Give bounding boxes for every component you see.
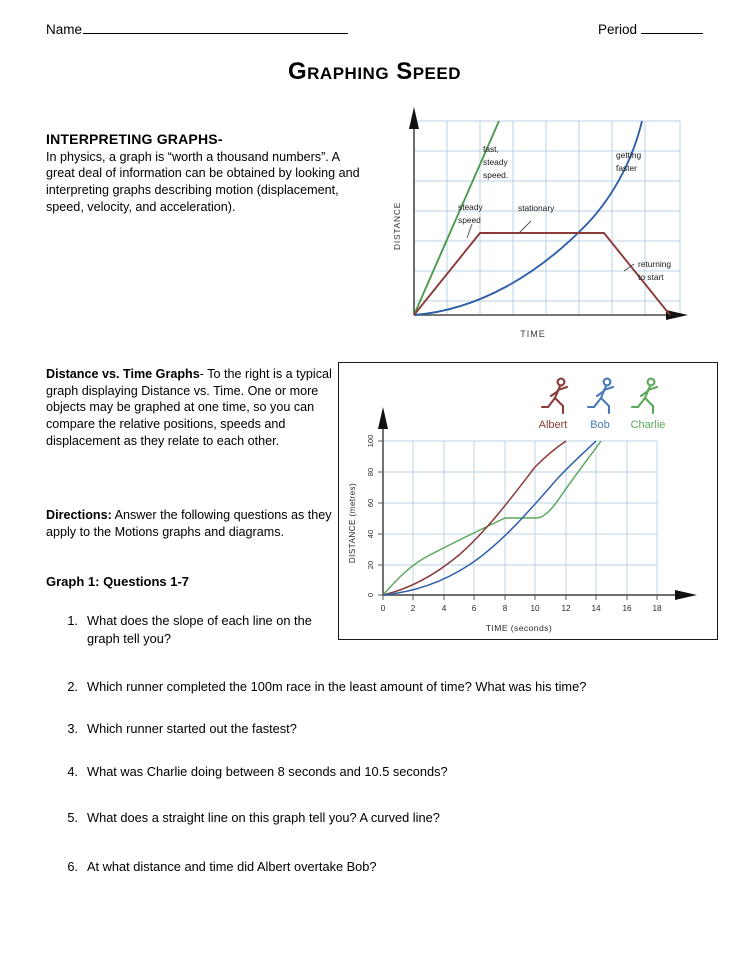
question-item (62, 858, 702, 876)
legend-label-charlie: Charlie (630, 419, 666, 431)
fig1-y-axis-label: DISTANCE (392, 201, 402, 250)
x-tick-16: 16 (622, 604, 632, 613)
x-tick-0: 0 (380, 604, 386, 613)
question-item (62, 612, 334, 647)
period-label: Period (597, 22, 637, 37)
label-returning-to-start-line1: returning (638, 259, 672, 269)
label-stationary: stationary (518, 203, 555, 213)
y-axis-arrow-icon (378, 407, 388, 429)
y-axis-tick-labels (366, 435, 375, 597)
x-tick-4: 4 (441, 604, 447, 613)
question-item (62, 678, 702, 696)
question-text: Which runner completed the 100m race in the least amount of time? What was his time? (87, 679, 587, 694)
question-item (62, 763, 702, 781)
axes (409, 107, 688, 320)
period-field-group (598, 22, 703, 37)
fig2-y-axis-label: DISTANCE (metres) (348, 482, 357, 564)
series-steady-stationary-returning (414, 233, 670, 315)
series-bob (383, 441, 596, 595)
label-fast-steady-speed-line2: steady (483, 157, 508, 167)
directions-lead: Directions: (46, 508, 112, 522)
question-number: 2. (67, 679, 78, 694)
y-tick-60: 60 (366, 498, 375, 508)
albert-runner-icon (542, 379, 567, 413)
period-write-in-line[interactable] (641, 23, 703, 34)
question-text: At what distance and time did Albert overtake Bob? (87, 859, 377, 874)
question-number: 4. (67, 764, 78, 779)
series-getting-faster (414, 121, 642, 315)
distance-vs-time-body: - To the right is a typical graph displaying Distance vs. Time. One or more objects may be graphed at one time, so you can compare the relative positions, speeds and displacement as they relate to each other. (46, 367, 332, 448)
label-returning-to-start-line2: to start (638, 272, 664, 282)
label-getting-faster-line2: faster (616, 163, 637, 173)
fig2-x-axis-label: TIME (seconds) (485, 623, 553, 633)
y-tick-80: 80 (366, 467, 375, 477)
question-text: What does a straight line on this graph tell you? A curved line? (87, 810, 440, 825)
annotation-labels (458, 144, 671, 282)
question-text: What does the slope of each line on the graph tell you? (87, 613, 312, 646)
legend-label-bob: Bob (590, 419, 610, 431)
graph1-heading: Graph 1: Questions 1-7 (46, 574, 190, 589)
question-number: 5. (67, 810, 78, 825)
x-tick-10: 10 (530, 604, 540, 613)
motion-types-graph (388, 105, 700, 345)
runners-distance-time-graph (338, 362, 718, 640)
label-steady-speed-line1: steady (458, 202, 483, 212)
interpreting-graphs-heading: INTERPRETING GRAPHS- (46, 131, 223, 147)
x-tick-2: 2 (410, 604, 416, 613)
interpreting-graphs-section (46, 130, 364, 216)
worksheet-header (46, 22, 703, 37)
x-axis-tick-labels (381, 604, 662, 613)
x-tick-12: 12 (561, 604, 571, 613)
x-tick-8: 8 (502, 604, 508, 613)
question-text: Which runner started out the fastest? (87, 721, 297, 736)
question-item (62, 720, 702, 738)
y-axis-arrow-icon (409, 107, 419, 129)
question-number: 3. (67, 721, 78, 736)
y-tick-40: 40 (366, 529, 375, 539)
series-charlie (383, 441, 601, 595)
axes (378, 407, 697, 600)
distance-vs-time-section (46, 366, 336, 450)
x-axis-arrow-icon (675, 590, 697, 600)
y-tick-100: 100 (366, 434, 375, 448)
name-label: Name (46, 22, 83, 37)
label-fast-steady-speed-line1: fast, (483, 144, 499, 154)
y-tick-0: 0 (366, 592, 375, 598)
annotation-leader-lines (467, 221, 634, 271)
interpreting-graphs-body: In physics, a graph is “worth a thousand numbers”. A great deal of information can be obtained by looking and interpreting graphs describing motion (displacement, speed, velocity, and acceleration). (46, 149, 360, 214)
y-tick-20: 20 (366, 560, 375, 570)
x-tick-6: 6 (471, 604, 477, 613)
charlie-runner-icon (632, 379, 657, 413)
name-field-group (46, 22, 348, 37)
directions-section (46, 507, 338, 540)
x-tick-14: 14 (591, 604, 601, 613)
label-steady-speed-line2: speed (458, 215, 481, 225)
name-write-in-line[interactable] (83, 23, 348, 34)
label-getting-faster-line1: getting (616, 150, 642, 160)
bob-runner-icon (588, 379, 613, 413)
legend-label-albert: Albert (538, 419, 568, 431)
page-title: Graphing Speed (287, 58, 462, 85)
fig1-x-axis-label: TIME (520, 329, 546, 339)
label-fast-steady-speed-line3: speed. (483, 170, 509, 180)
runners-graph-svg (339, 363, 717, 639)
runners-legend (539, 379, 666, 431)
question-number: 1. (67, 613, 78, 628)
question-item (62, 809, 702, 827)
directions-body: Answer the following questions as they apply to the Motions graphs and diagrams. (46, 508, 332, 539)
question-number: 6. (67, 859, 78, 874)
distance-vs-time-lead: Distance vs. Time Graphs (46, 367, 200, 381)
question-text: What was Charlie doing between 8 seconds and 10.5 seconds? (87, 764, 448, 779)
motion-types-svg (388, 105, 700, 345)
x-tick-18: 18 (652, 604, 662, 613)
